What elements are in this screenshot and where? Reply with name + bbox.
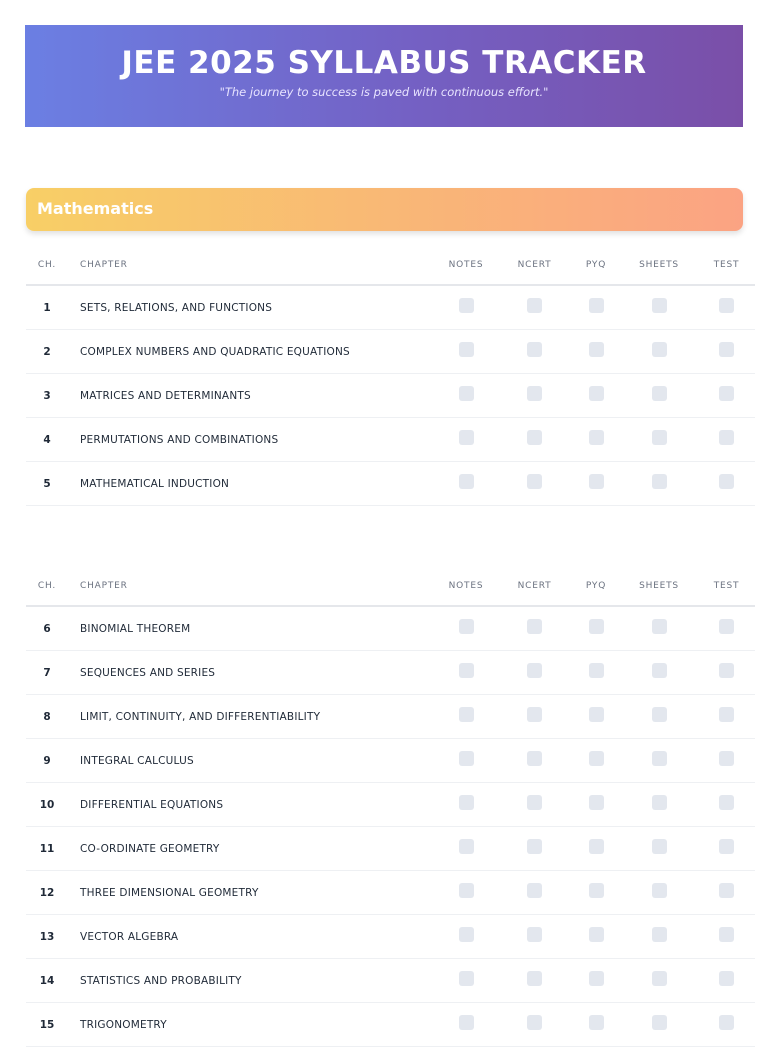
table-row xyxy=(26,959,755,1003)
chapter-name: VECTOR ALGEBRA xyxy=(68,915,435,959)
pyq-checkbox[interactable] xyxy=(589,707,604,722)
chapter-number: 11 xyxy=(26,827,68,871)
table-header-row xyxy=(26,567,755,606)
notes-checkbox[interactable] xyxy=(459,883,474,898)
test-cell xyxy=(698,374,755,418)
table-row xyxy=(26,418,755,462)
notes-cell xyxy=(435,330,497,374)
test-cell xyxy=(698,1003,755,1047)
test-cell xyxy=(698,783,755,827)
ncert-cell xyxy=(497,285,572,330)
table-row xyxy=(26,827,755,871)
sheets-checkbox[interactable] xyxy=(652,663,667,678)
column-header-notes: NOTES xyxy=(435,567,497,606)
sheets-cell xyxy=(620,959,698,1003)
chapter-name: LIMIT, CONTINUITY, AND DIFFERENTIABILITY xyxy=(68,695,435,739)
table-row xyxy=(26,915,755,959)
chapter-name: TRIGONOMETRY xyxy=(68,1003,435,1047)
pyq-cell xyxy=(572,651,620,695)
test-cell xyxy=(698,285,755,330)
notes-cell xyxy=(435,285,497,330)
column-header-ncert: NCERT xyxy=(497,246,572,285)
page-title: JEE 2025 SYLLABUS TRACKER xyxy=(121,45,647,81)
notes-cell xyxy=(435,462,497,506)
sheets-cell xyxy=(620,695,698,739)
sheets-checkbox[interactable] xyxy=(652,1015,667,1030)
ncert-checkbox[interactable] xyxy=(527,342,542,357)
chapter-name: SEQUENCES AND SERIES xyxy=(68,651,435,695)
pyq-cell xyxy=(572,330,620,374)
test-checkbox[interactable] xyxy=(719,474,734,489)
chapter-number: 12 xyxy=(26,871,68,915)
ncert-cell xyxy=(497,418,572,462)
pyq-cell xyxy=(572,285,620,330)
notes-checkbox[interactable] xyxy=(459,707,474,722)
test-checkbox[interactable] xyxy=(719,707,734,722)
table-body-2 xyxy=(26,606,755,1047)
test-checkbox[interactable] xyxy=(719,751,734,766)
sheets-cell xyxy=(620,1003,698,1047)
ncert-cell xyxy=(497,374,572,418)
pyq-checkbox[interactable] xyxy=(589,342,604,357)
chapter-number: 5 xyxy=(26,462,68,506)
pyq-cell xyxy=(572,418,620,462)
test-cell xyxy=(698,651,755,695)
notes-cell xyxy=(435,651,497,695)
chapter-name: SETS, RELATIONS, AND FUNCTIONS xyxy=(68,285,435,330)
table-row xyxy=(26,783,755,827)
ncert-checkbox[interactable] xyxy=(527,839,542,854)
ncert-cell xyxy=(497,959,572,1003)
ncert-checkbox[interactable] xyxy=(527,474,542,489)
pyq-checkbox[interactable] xyxy=(589,927,604,942)
table-row xyxy=(26,330,755,374)
table-row xyxy=(26,651,755,695)
test-cell xyxy=(698,462,755,506)
ncert-cell xyxy=(497,330,572,374)
test-checkbox[interactable] xyxy=(719,298,734,313)
test-checkbox[interactable] xyxy=(719,883,734,898)
chapter-name: STATISTICS AND PROBABILITY xyxy=(68,959,435,1003)
ncert-checkbox[interactable] xyxy=(527,795,542,810)
sheets-checkbox[interactable] xyxy=(652,839,667,854)
notes-checkbox[interactable] xyxy=(459,751,474,766)
pyq-checkbox[interactable] xyxy=(589,795,604,810)
pyq-checkbox[interactable] xyxy=(589,971,604,986)
chapter-number: 1 xyxy=(26,285,68,330)
test-cell xyxy=(698,827,755,871)
ncert-cell xyxy=(497,1003,572,1047)
section-title: Mathematics xyxy=(37,199,154,218)
notes-checkbox[interactable] xyxy=(459,386,474,401)
notes-cell xyxy=(435,1003,497,1047)
pyq-cell xyxy=(572,462,620,506)
table-row xyxy=(26,1003,755,1047)
notes-checkbox[interactable] xyxy=(459,619,474,634)
pyq-checkbox[interactable] xyxy=(589,663,604,678)
pyq-cell xyxy=(572,739,620,783)
chapter-name: DIFFERENTIAL EQUATIONS xyxy=(68,783,435,827)
pyq-cell xyxy=(572,915,620,959)
test-checkbox[interactable] xyxy=(719,795,734,810)
chapter-number: 13 xyxy=(26,915,68,959)
column-header-ncert: NCERT xyxy=(497,567,572,606)
table-row xyxy=(26,695,755,739)
pyq-checkbox[interactable] xyxy=(589,751,604,766)
test-cell xyxy=(698,606,755,651)
test-checkbox[interactable] xyxy=(719,619,734,634)
table-row xyxy=(26,374,755,418)
notes-cell xyxy=(435,871,497,915)
pyq-checkbox[interactable] xyxy=(589,619,604,634)
pyq-cell xyxy=(572,959,620,1003)
column-header-sheets: SHEETS xyxy=(620,567,698,606)
chapter-name: MATHEMATICAL INDUCTION xyxy=(68,462,435,506)
test-cell xyxy=(698,871,755,915)
pyq-cell xyxy=(572,1003,620,1047)
notes-checkbox[interactable] xyxy=(459,795,474,810)
pyq-cell xyxy=(572,783,620,827)
sheets-checkbox[interactable] xyxy=(652,298,667,313)
ncert-cell xyxy=(497,915,572,959)
sheets-checkbox[interactable] xyxy=(652,751,667,766)
chapter-name: BINOMIAL THEOREM xyxy=(68,606,435,651)
ncert-cell xyxy=(497,651,572,695)
notes-cell xyxy=(435,959,497,1003)
section-banner-mathematics xyxy=(26,188,743,231)
sheets-checkbox[interactable] xyxy=(652,883,667,898)
test-cell xyxy=(698,959,755,1003)
sheets-cell xyxy=(620,606,698,651)
pyq-checkbox[interactable] xyxy=(589,430,604,445)
sheets-checkbox[interactable] xyxy=(652,342,667,357)
test-checkbox[interactable] xyxy=(719,839,734,854)
ncert-checkbox[interactable] xyxy=(527,971,542,986)
notes-cell xyxy=(435,827,497,871)
chapter-number: 8 xyxy=(26,695,68,739)
column-header-pyq: PYQ xyxy=(572,246,620,285)
test-checkbox[interactable] xyxy=(719,430,734,445)
pyq-cell xyxy=(572,695,620,739)
pyq-cell xyxy=(572,606,620,651)
column-header-chapter: CHAPTER xyxy=(68,567,435,606)
notes-checkbox[interactable] xyxy=(459,927,474,942)
ncert-checkbox[interactable] xyxy=(527,386,542,401)
table-header-row xyxy=(26,246,755,285)
chapter-number: 6 xyxy=(26,606,68,651)
test-cell xyxy=(698,330,755,374)
chapter-number: 10 xyxy=(26,783,68,827)
notes-cell xyxy=(435,418,497,462)
chapter-name: INTEGRAL CALCULUS xyxy=(68,739,435,783)
notes-checkbox[interactable] xyxy=(459,342,474,357)
sheets-checkbox[interactable] xyxy=(652,971,667,986)
ncert-cell xyxy=(497,871,572,915)
ncert-checkbox[interactable] xyxy=(527,298,542,313)
ncert-cell xyxy=(497,827,572,871)
chapter-name: COMPLEX NUMBERS AND QUADRATIC EQUATIONS xyxy=(68,330,435,374)
test-checkbox[interactable] xyxy=(719,386,734,401)
notes-checkbox[interactable] xyxy=(459,430,474,445)
pyq-checkbox[interactable] xyxy=(589,474,604,489)
ncert-checkbox[interactable] xyxy=(527,663,542,678)
chapter-name: THREE DIMENSIONAL GEOMETRY xyxy=(68,871,435,915)
sheets-cell xyxy=(620,651,698,695)
chapter-name: MATRICES AND DETERMINANTS xyxy=(68,374,435,418)
ncert-checkbox[interactable] xyxy=(527,430,542,445)
pyq-checkbox[interactable] xyxy=(589,386,604,401)
test-cell xyxy=(698,418,755,462)
chapter-number: 2 xyxy=(26,330,68,374)
sheets-cell xyxy=(620,871,698,915)
ncert-checkbox[interactable] xyxy=(527,1015,542,1030)
ncert-checkbox[interactable] xyxy=(527,751,542,766)
test-cell xyxy=(698,695,755,739)
ncert-cell xyxy=(497,695,572,739)
pyq-cell xyxy=(572,871,620,915)
sheets-cell xyxy=(620,462,698,506)
chapter-table-1 xyxy=(26,246,755,506)
notes-checkbox[interactable] xyxy=(459,298,474,313)
ncert-cell xyxy=(497,606,572,651)
sheets-checkbox[interactable] xyxy=(652,927,667,942)
ncert-checkbox[interactable] xyxy=(527,927,542,942)
test-cell xyxy=(698,739,755,783)
test-checkbox[interactable] xyxy=(719,971,734,986)
table-row xyxy=(26,606,755,651)
sheets-checkbox[interactable] xyxy=(652,619,667,634)
pyq-cell xyxy=(572,374,620,418)
page-header xyxy=(25,25,743,127)
sheets-cell xyxy=(620,915,698,959)
sheets-cell xyxy=(620,418,698,462)
pyq-cell xyxy=(572,827,620,871)
test-checkbox[interactable] xyxy=(719,1015,734,1030)
chapter-number: 15 xyxy=(26,1003,68,1047)
pyq-checkbox[interactable] xyxy=(589,883,604,898)
chapter-number: 3 xyxy=(26,374,68,418)
column-header-test: TEST xyxy=(698,246,755,285)
pyq-checkbox[interactable] xyxy=(589,1015,604,1030)
column-header-notes: NOTES xyxy=(435,246,497,285)
pyq-checkbox[interactable] xyxy=(589,839,604,854)
notes-checkbox[interactable] xyxy=(459,663,474,678)
column-header-pyq: PYQ xyxy=(572,567,620,606)
notes-checkbox[interactable] xyxy=(459,474,474,489)
ncert-checkbox[interactable] xyxy=(527,883,542,898)
sheets-checkbox[interactable] xyxy=(652,707,667,722)
column-header-sheets: SHEETS xyxy=(620,246,698,285)
table-row xyxy=(26,285,755,330)
table-row xyxy=(26,739,755,783)
notes-cell xyxy=(435,374,497,418)
ncert-checkbox[interactable] xyxy=(527,619,542,634)
test-checkbox[interactable] xyxy=(719,927,734,942)
notes-cell xyxy=(435,739,497,783)
table-row xyxy=(26,871,755,915)
sheets-cell xyxy=(620,330,698,374)
sheets-cell xyxy=(620,827,698,871)
pyq-checkbox[interactable] xyxy=(589,298,604,313)
sheets-checkbox[interactable] xyxy=(652,386,667,401)
sheets-cell xyxy=(620,739,698,783)
test-cell xyxy=(698,915,755,959)
chapter-table-2 xyxy=(26,567,755,1047)
sheets-cell xyxy=(620,285,698,330)
chapter-name: PERMUTATIONS AND COMBINATIONS xyxy=(68,418,435,462)
test-checkbox[interactable] xyxy=(719,663,734,678)
column-header-chapter-number: CH. xyxy=(26,246,68,285)
chapter-number: 9 xyxy=(26,739,68,783)
notes-cell xyxy=(435,606,497,651)
sheets-cell xyxy=(620,783,698,827)
test-checkbox[interactable] xyxy=(719,342,734,357)
column-header-test: TEST xyxy=(698,567,755,606)
sheets-cell xyxy=(620,374,698,418)
chapter-name: CO-ORDINATE GEOMETRY xyxy=(68,827,435,871)
ncert-cell xyxy=(497,739,572,783)
ncert-cell xyxy=(497,462,572,506)
notes-cell xyxy=(435,695,497,739)
column-header-chapter: CHAPTER xyxy=(68,246,435,285)
notes-checkbox[interactable] xyxy=(459,971,474,986)
chapter-number: 14 xyxy=(26,959,68,1003)
table-body-1 xyxy=(26,285,755,506)
sheets-checkbox[interactable] xyxy=(652,795,667,810)
chapter-number: 4 xyxy=(26,418,68,462)
notes-cell xyxy=(435,915,497,959)
column-header-chapter-number: CH. xyxy=(26,567,68,606)
sheets-checkbox[interactable] xyxy=(652,430,667,445)
notes-cell xyxy=(435,783,497,827)
ncert-cell xyxy=(497,783,572,827)
ncert-checkbox[interactable] xyxy=(527,707,542,722)
notes-checkbox[interactable] xyxy=(459,1015,474,1030)
notes-checkbox[interactable] xyxy=(459,839,474,854)
page-subtitle: "The journey to success is paved with continuous effort." xyxy=(219,85,549,99)
table-row xyxy=(26,462,755,506)
chapter-number: 7 xyxy=(26,651,68,695)
sheets-checkbox[interactable] xyxy=(652,474,667,489)
